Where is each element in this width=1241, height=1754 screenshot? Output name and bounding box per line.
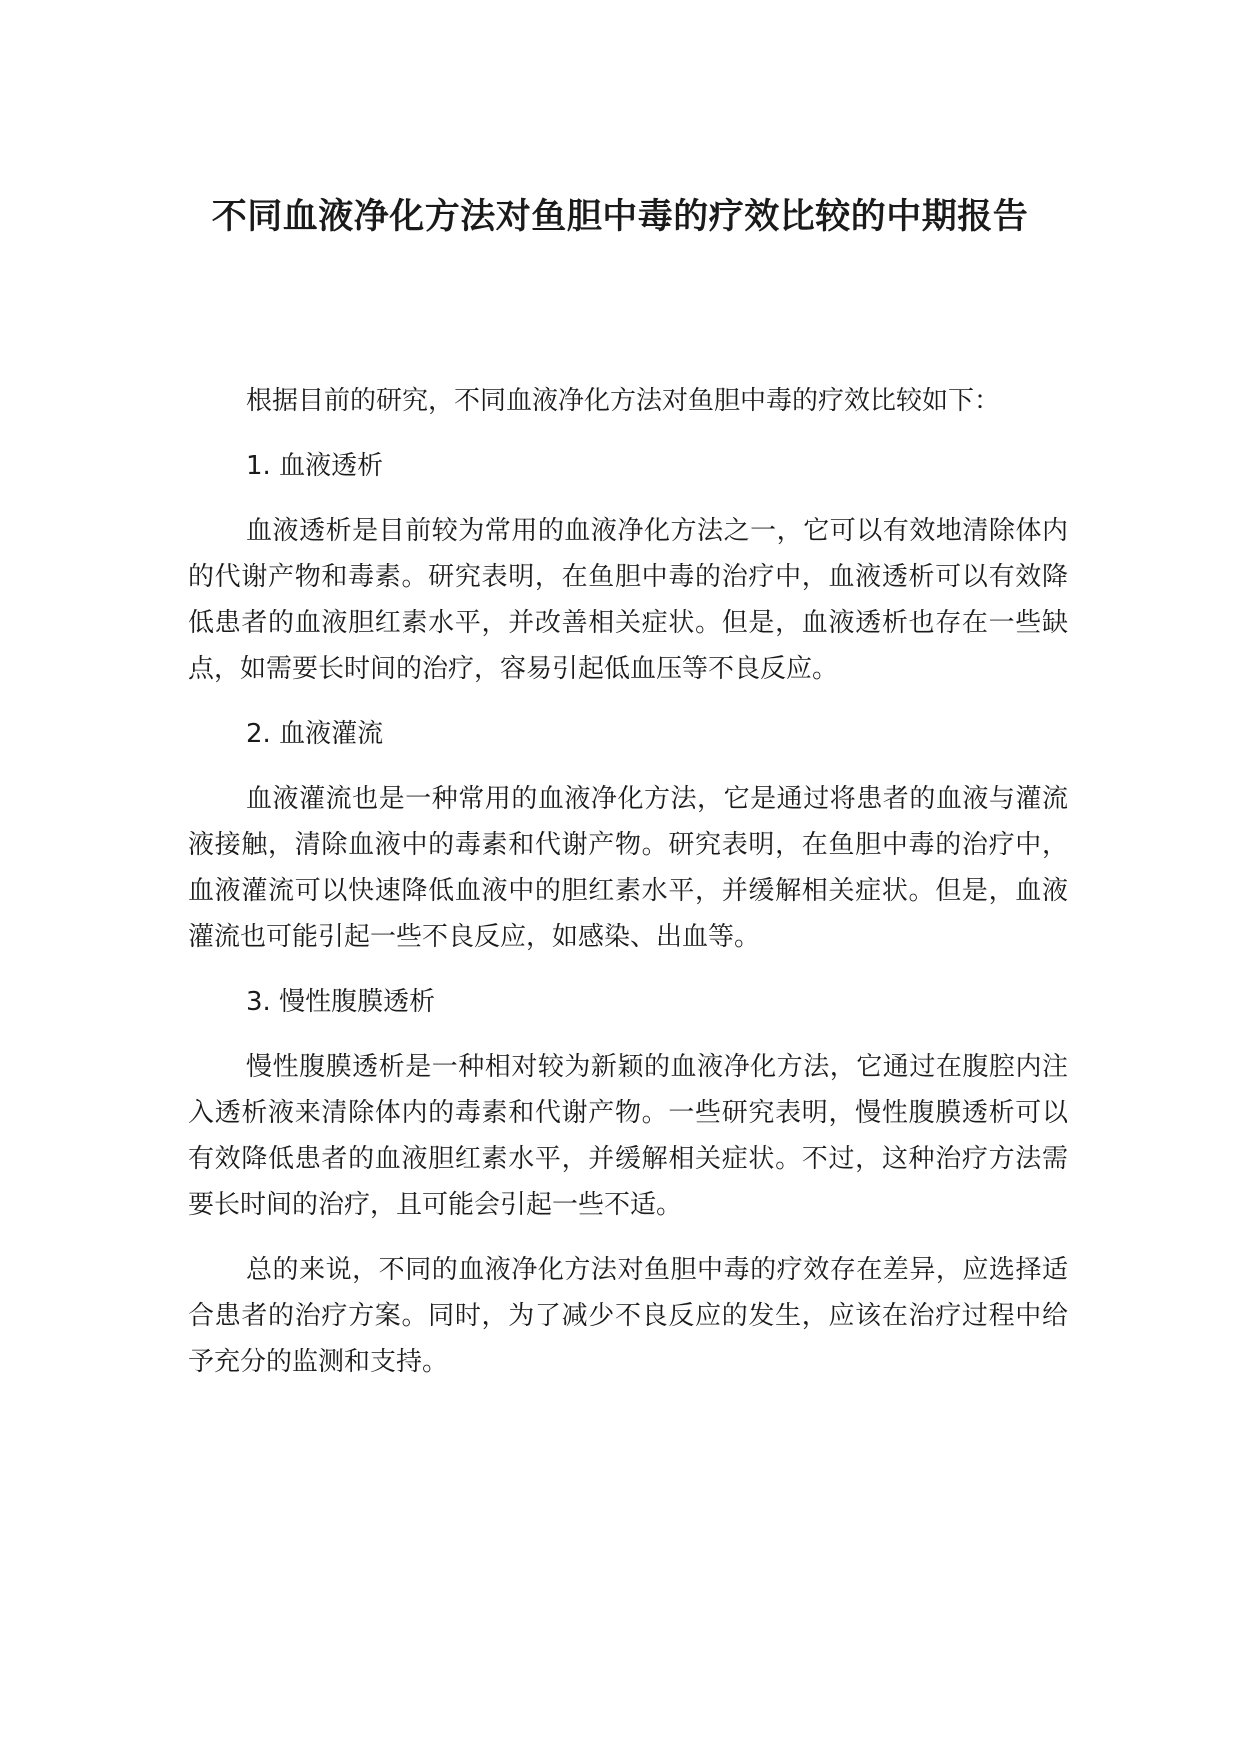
conclusion-paragraph: 总的来说，不同的血液净化方法对鱼胆中毒的疗效存在差异，应选择适合患者的治疗方案。同时，为了减少不良反应的发生，应该在治疗过程中给予充分的监测和支持。: [188, 1255, 1068, 1377]
section-heading-hemoperfusion: 2. 血液灌流: [246, 719, 384, 749]
section-body-hemodialysis: 血液透析是目前较为常用的血液净化方法之一，它可以有效地清除体内的代谢产物和毒素。研究表明，在鱼胆中毒的治疗中，血液透析可以有效降低患者的血液胆红素水平，并改善相关症状。但是，血液透析也存在一些缺点，如需要长时间的治疗，容易引起低血压等不良反应。: [188, 516, 1068, 684]
document-title: 不同血液净化方法对鱼胆中毒的疗效比较的中期报告: [211, 197, 1029, 237]
section-body-peritoneal-dialysis: 慢性腹膜透析是一种相对较为新颖的血液净化方法，它通过在腹腔内注入透析液来清除体内的毒素和代谢产物。一些研究表明，慢性腹膜透析可以有效降低患者的血液胆红素水平，并缓解相关症状。不过，这种治疗方法需要长时间的治疗，且可能会引起一些不适。: [188, 1052, 1068, 1220]
section-heading-peritoneal-dialysis: 3. 慢性腹膜透析: [246, 987, 436, 1017]
intro-paragraph: 根据目前的研究，不同血液净化方法对鱼胆中毒的疗效比较如下：: [246, 386, 1001, 416]
document-body: [188, 378, 1068, 1404]
section-body-hemoperfusion: 血液灌流也是一种常用的血液净化方法，它是通过将患者的血液与灌流液接触，清除血液中的毒素和代谢产物。研究表明，在鱼胆中毒的治疗中，血液灌流可以快速降低血液中的胆红素水平，并缓解相关症状。但是，血液灌流也可能引起一些不良反应，如感染、出血等。: [188, 784, 1068, 952]
section-heading-hemodialysis: 1. 血液透析: [246, 451, 384, 481]
